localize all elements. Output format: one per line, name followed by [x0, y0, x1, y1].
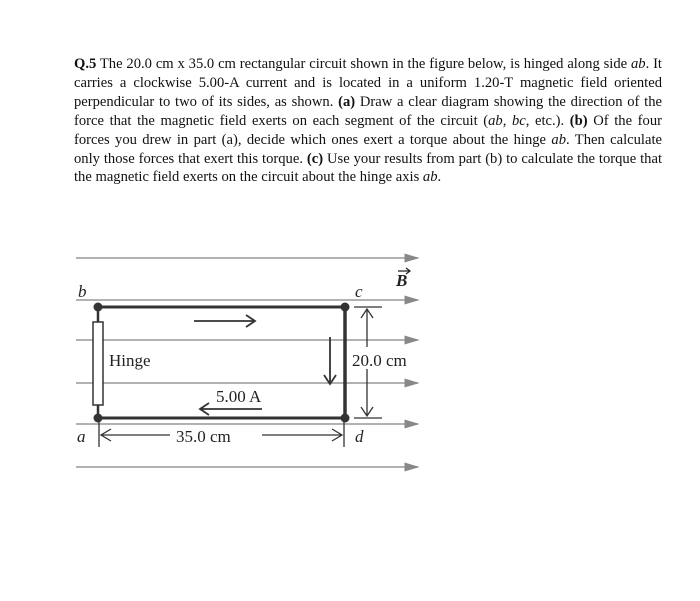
side-bc: bc	[511, 112, 526, 129]
current-arrow-right-icon	[194, 315, 255, 327]
node-b	[94, 303, 103, 312]
side-ab: ab	[551, 131, 567, 148]
hinge	[93, 322, 103, 405]
question-part: . Then calculate only those forces that exert this torque.	[74, 131, 662, 167]
current-arrow-down-icon	[324, 337, 336, 384]
side-ab: ab	[630, 56, 646, 72]
dimension-lines	[99, 307, 382, 447]
question-part: .	[437, 169, 442, 186]
side-ab: ab	[422, 169, 438, 186]
corner-label-c: c	[355, 282, 363, 301]
width-label: 35.0 cm	[176, 427, 231, 446]
corner-label-d: d	[355, 427, 364, 446]
height-label: 20.0 cm	[352, 351, 407, 370]
question-number: Q.5	[74, 56, 97, 72]
hinge-label: Hinge	[109, 351, 151, 370]
separator: ,	[502, 112, 512, 129]
question-part: Use your results from part (b) to calculate the torque that the magnetic field exerts on the circuit about the hinge axis	[74, 150, 662, 186]
question-part: . It carries a clockwise 5.00-A current and is located in a uniform 1.20-T magnetic field oriented perpendicular to two of its sides, as shown.	[74, 56, 662, 110]
current-label: 5.00 A	[216, 387, 262, 406]
question-part: , etc.).	[525, 112, 570, 129]
side-ab: ab	[488, 112, 503, 129]
corner-label-b: b	[78, 282, 87, 301]
part-a-label: (a)	[338, 93, 356, 110]
part-b-label: (b)	[569, 112, 588, 129]
node-a	[94, 414, 103, 423]
node-d	[341, 414, 350, 423]
question-part: Of the four forces you drew in part (a), decide which ones exert a torque about the hinge	[74, 112, 662, 148]
question-part: Draw a clear diagram showing the direction of the force that the magnetic field exerts on each segment of the circuit (	[74, 93, 662, 129]
field-label: B	[396, 271, 408, 290]
corner-label-a: a	[77, 427, 86, 446]
question-part: The 20.0 cm x 35.0 cm rectangular circuit shown in the figure below, is hinged along side	[99, 56, 631, 72]
node-c	[341, 303, 350, 312]
part-c-label: (c)	[306, 150, 324, 167]
